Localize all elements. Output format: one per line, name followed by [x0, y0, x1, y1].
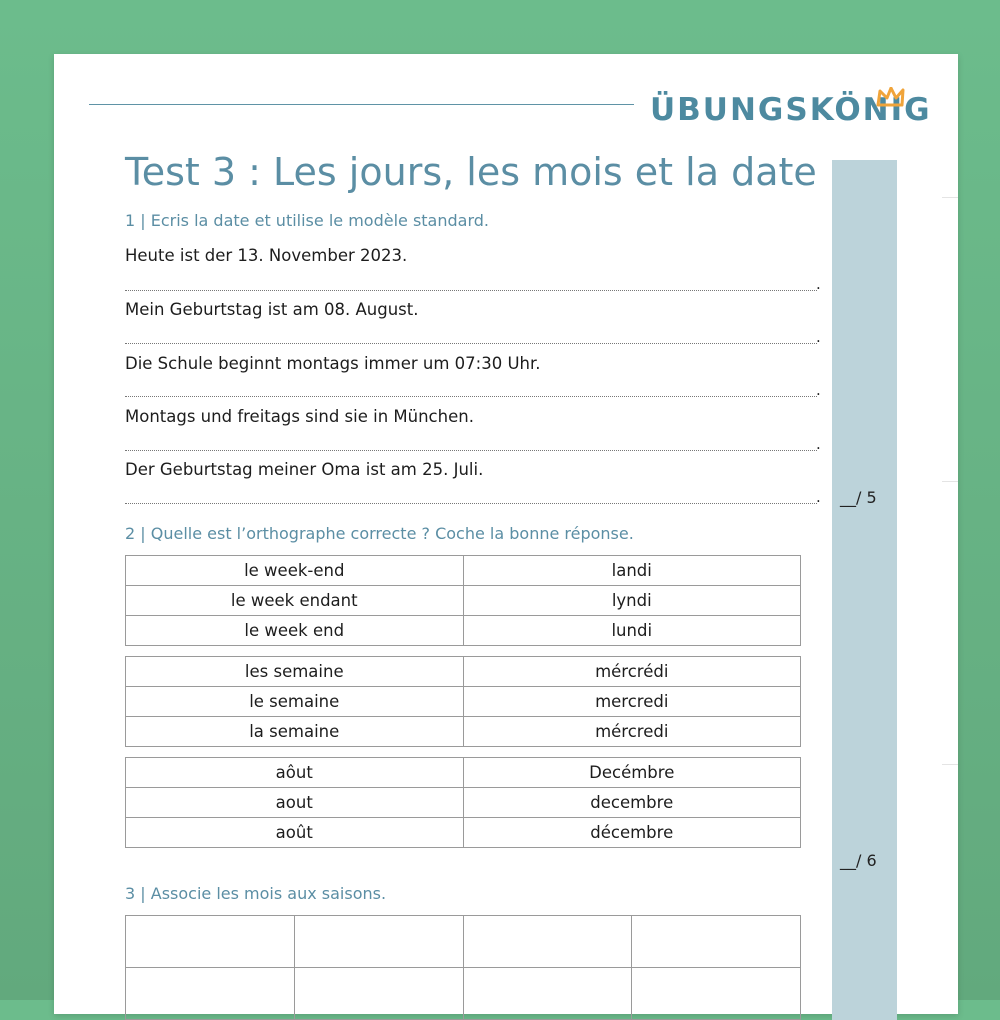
choice-cell[interactable]: lundi	[463, 616, 801, 646]
score-sidebar	[832, 160, 897, 1020]
line-end-dot: .	[816, 328, 821, 346]
table-row	[126, 717, 801, 747]
choice-cell[interactable]: aôut	[126, 758, 464, 788]
line-end-dot: .	[816, 381, 821, 399]
exercise-sentence: Die Schule beginnt montags immer um 07:30 Uhr.	[125, 354, 541, 373]
section-1-heading: 1 | Ecris la date et utilise le modèle standard.	[125, 211, 489, 230]
section-2-score: __/ 6	[840, 851, 877, 870]
grid-cell[interactable]	[632, 968, 801, 1020]
table-row	[126, 968, 801, 1020]
section-2-heading: 2 | Quelle est l’orthographe correcte ? Coche la bonne réponse.	[125, 524, 634, 543]
line-end-dot: .	[816, 275, 821, 293]
answer-line[interactable]	[125, 290, 817, 291]
table-row	[126, 556, 801, 586]
grid-cell[interactable]	[126, 968, 295, 1020]
choice-cell[interactable]: le week-end	[126, 556, 464, 586]
grid-cell[interactable]	[632, 916, 801, 968]
choice-cell[interactable]: decembre	[463, 788, 801, 818]
choice-cell[interactable]: mércredi	[463, 717, 801, 747]
choice-cell[interactable]: août	[126, 818, 464, 848]
table-row	[126, 818, 801, 848]
line-end-dot: .	[816, 488, 821, 506]
grid-cell[interactable]	[463, 968, 632, 1020]
crown-icon	[876, 87, 906, 107]
grid-cell[interactable]	[126, 916, 295, 968]
choice-cell[interactable]: mércrédi	[463, 657, 801, 687]
section-3-heading: 3 | Associe les mois aux saisons.	[125, 884, 387, 903]
choice-cell[interactable]: décembre	[463, 818, 801, 848]
choice-cell[interactable]: Decémbre	[463, 758, 801, 788]
choice-table-2	[125, 656, 801, 747]
exercise-sentence: Montags und freitags sind sie in München.	[125, 407, 474, 426]
table-row	[126, 616, 801, 646]
choice-cell[interactable]: lyndi	[463, 586, 801, 616]
page-title: Test 3 : Les jours, les mois et la date	[125, 150, 817, 194]
grid-cell[interactable]	[463, 916, 632, 968]
answer-line[interactable]	[125, 343, 817, 344]
choice-table-1	[125, 555, 801, 646]
choice-cell[interactable]: mercredi	[463, 687, 801, 717]
choice-cell[interactable]: landi	[463, 556, 801, 586]
table-row	[126, 586, 801, 616]
grid-cell[interactable]	[294, 916, 463, 968]
exercise-sentence: Heute ist der 13. November 2023.	[125, 246, 408, 265]
choice-cell[interactable]: les semaine	[126, 657, 464, 687]
choice-cell[interactable]: la semaine	[126, 717, 464, 747]
edge-mark	[942, 481, 958, 482]
season-grid	[125, 915, 801, 1020]
table-row	[126, 758, 801, 788]
table-row	[126, 687, 801, 717]
brand-logo: ÜBUNGSKÖNIG	[650, 92, 932, 128]
table-row	[126, 916, 801, 968]
choice-cell[interactable]: aout	[126, 788, 464, 818]
line-end-dot: .	[816, 435, 821, 453]
exercise-sentence: Der Geburtstag meiner Oma ist am 25. Juli.	[125, 460, 484, 479]
choice-table-3	[125, 757, 801, 848]
answer-line[interactable]	[125, 503, 817, 504]
grid-cell[interactable]	[294, 968, 463, 1020]
edge-mark	[942, 764, 958, 765]
exercise-sentence: Mein Geburtstag ist am 08. August.	[125, 300, 419, 319]
choice-cell[interactable]: le week endant	[126, 586, 464, 616]
header-rule	[89, 104, 634, 105]
choice-cell[interactable]: le week end	[126, 616, 464, 646]
worksheet-page	[54, 54, 958, 1014]
table-row	[126, 788, 801, 818]
choice-cell[interactable]: le semaine	[126, 687, 464, 717]
answer-line[interactable]	[125, 450, 817, 451]
answer-line[interactable]	[125, 396, 817, 397]
table-row	[126, 657, 801, 687]
edge-mark	[942, 197, 958, 198]
section-1-score: __/ 5	[840, 488, 877, 507]
